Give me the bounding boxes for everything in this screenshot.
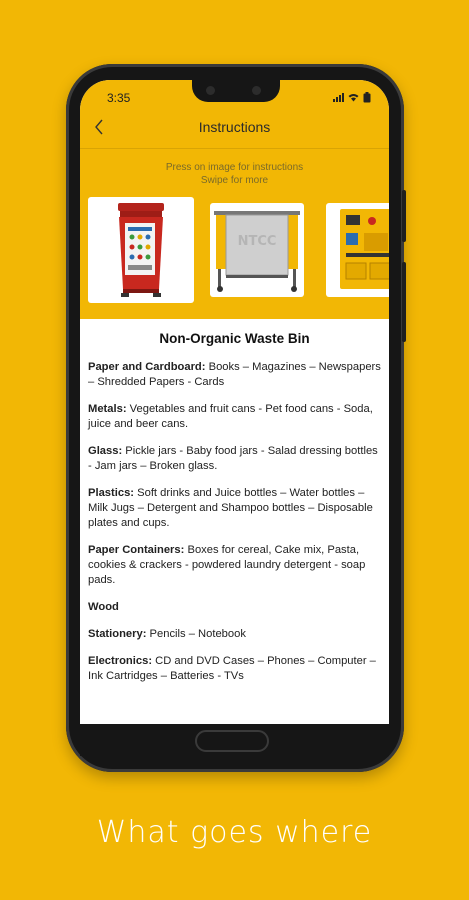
volume-button	[402, 190, 406, 242]
power-button	[402, 262, 406, 342]
status-icons	[333, 92, 371, 103]
camera-lens	[252, 86, 261, 95]
image-carousel[interactable]	[80, 149, 389, 319]
category-glass	[88, 444, 381, 474]
category-text: Vegetables and fruit cans - Pet food cans - Soda, juice and beer cans.	[88, 403, 373, 430]
status-bar	[80, 80, 389, 108]
category-label: Glass:	[88, 445, 123, 457]
camera-lens	[206, 86, 215, 95]
wifi-icon	[348, 93, 359, 102]
promo-tagline: What goes where	[96, 815, 373, 850]
carousel-hint: Press on image for instructions	[165, 162, 304, 173]
metal-bin-image	[210, 203, 304, 297]
category-text: Books – Magazines – Newspapers – Shredded Papers - Cards	[88, 361, 381, 388]
bin-card-smart[interactable]	[326, 203, 389, 297]
category-electronics	[88, 654, 381, 684]
category-text: Pickle jars - Baby food jars - Salad dressing bottles - Jam jars – Broken glass.	[88, 445, 378, 472]
category-text: Pencils – Notebook	[146, 628, 246, 640]
app-screen	[80, 80, 389, 724]
category-plastics	[88, 486, 381, 531]
category-text: Soft drinks and Juice bottles – Water bottles – Milk Jugs – Detergent and Shampoo bottles – Disposable plates and cups.	[88, 487, 373, 529]
battery-icon	[363, 92, 371, 103]
home-button[interactable]	[195, 730, 269, 752]
category-paper-cardboard	[88, 360, 381, 390]
category-label: Stationery:	[88, 628, 147, 640]
category-label: Paper and Cardboard:	[88, 361, 206, 373]
category-label: Metals:	[88, 403, 127, 415]
bin-heading: Non-Organic Waste Bin	[159, 331, 310, 346]
category-text: Boxes for cereal, Cake mix, Pasta, cookies & crackers - powdered laundry detergent - soap pads.	[88, 544, 366, 586]
bin-card-metal[interactable]	[210, 203, 304, 297]
category-metals	[88, 402, 381, 432]
carousel-hint-swipe: Swipe for more	[200, 175, 269, 186]
page-title: Instructions	[198, 119, 271, 135]
category-label: Wood	[88, 601, 119, 613]
category-label: Paper Containers:	[88, 544, 185, 556]
category-paper-containers	[88, 543, 381, 588]
red-bin-image	[88, 197, 194, 303]
camera-notch	[192, 80, 280, 102]
status-time: 3:35	[107, 91, 131, 105]
category-label: Plastics:	[88, 487, 135, 499]
instructions-content	[80, 319, 389, 696]
signal-icon	[333, 93, 344, 102]
category-text: CD and DVD Cases – Phones – Computer – Ink Cartridges – Batteries - TVs	[88, 655, 376, 682]
smart-bin-image	[326, 203, 389, 297]
bin-card-red[interactable]	[88, 197, 194, 303]
category-label: Electronics:	[88, 655, 153, 667]
category-stationery	[88, 627, 381, 642]
ntcc-logo-text: NTCC	[237, 234, 277, 249]
app-bar	[80, 108, 389, 149]
category-wood	[88, 600, 381, 615]
